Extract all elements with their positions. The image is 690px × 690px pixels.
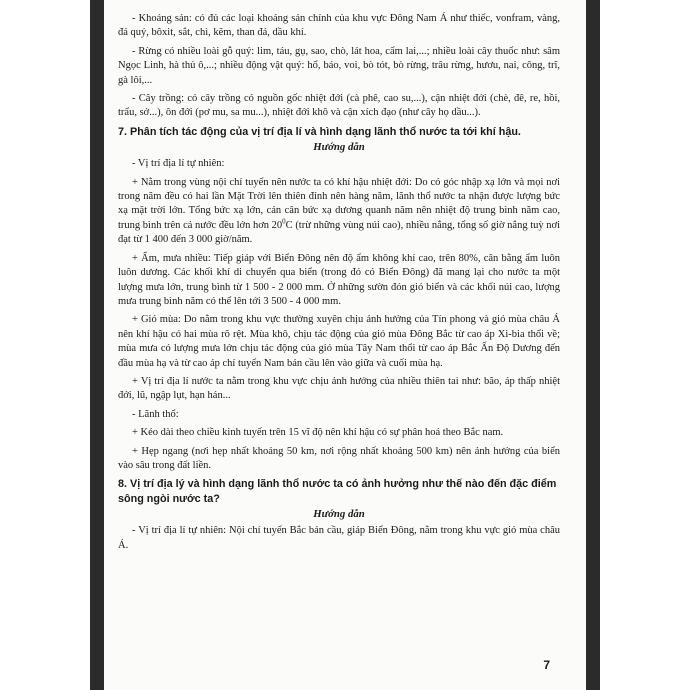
q7-monsoon-paragraph: + Gió mùa: Do nằm trong khu vực thường xuyên chịu ảnh hưởng của Tín phong và gió mùa châu Á nên khí hậu có hai mùa rõ rệt. Mùa khô, chịu tác động của gió mùa Đông Bắc từ cao áp Xi-bia thổi về; mùa mưa có lượng mưa lớn chịu tác động của gió mùa Tây Nam thổi từ cao áp Bắc Ấn Độ Dương đến đầu mùa hạ và từ cao áp chí tuyến Nam bán cầu lên vào giữa và cuối mùa hạ. [118, 314, 560, 369]
guide-label-8: Hướng dẫn [313, 508, 365, 521]
page-number: 7 [543, 658, 550, 672]
document-page [104, 0, 586, 690]
question-8-number: 8. [118, 478, 128, 491]
paragraph-forest: - Rừng có nhiều loài gỗ quý: lim, táu, gụ, sao, chò, lát hoa, cẩm lai,...; nhiều loài cây thuốc như: sâm Ngọc Linh, hà thủ ô,...; nhiều động vật quý: hổ, báo, voi, bò tót, bò rừng, trâu rừng, hươu, nai, công, trĩ, gà lôi,... [118, 45, 560, 86]
question-7-title: Phân tích tác động của vị trí địa lí và hình dạng lãnh thổ nước ta tới khí hậu. [130, 125, 521, 138]
q7-humid-paragraph: + Ẩm, mưa nhiều: Tiếp giáp với Biển Đông nên độ ẩm không khí cao, trên 80%, cân bằng ẩm luôn luôn dương. Các khối khí di chuyển qua biển (trong đó có Biển Đông) đã mang lại cho nước ta một lượng mưa lớn, trung bình từ 1 500 - 2 000 mm. Ở những sườn đón gió biển và các khối núi cao, lượng mưa trung bình năm có thể lên tới 3 500 - 4 000 mm. [118, 252, 560, 307]
q7-narrow-paragraph: + Hẹp ngang (nơi hẹp nhất khoảng 50 km, nơi rộng nhất khoảng 500 km) nên ảnh hưởng của biển vào sâu trong đất liền. [118, 445, 560, 471]
degree-superscript: 0 [282, 217, 286, 226]
question-7-heading [118, 125, 560, 139]
guide-label-7: Hướng dẫn [313, 141, 365, 154]
question-8-heading [118, 477, 560, 506]
q7-latitude-paragraph: + Kéo dài theo chiều kinh tuyến trên 15 vĩ độ nên khí hậu có sự phân hoá theo Bắc nam. [132, 427, 504, 439]
question-7-number: 7. [118, 125, 128, 138]
question-8-title: Vị trí địa lý và hình dạng lãnh thổ nước ta có ảnh hưởng như thế nào đến đặc điểm sông ngòi nước ta? [118, 478, 557, 505]
q7-territory-heading: - Lãnh thổ: [132, 408, 179, 420]
paragraph-minerals: - Khoáng sản: có đủ các loại khoáng sản chính của khu vực Đông Nam Á như thiếc, vonfram, vàng, đá quý, bôxit, sắt, chì, kẽm, than đá, dầu khí. [118, 13, 560, 39]
q7-location-heading: - Vị trí địa lí tự nhiên: [132, 158, 225, 170]
q8-location-paragraph: - Vị trí địa lí tự nhiên: Nội chí tuyến Bắc bán cầu, giáp Biển Đông, nằm trong khu vực gió mùa châu Á. [118, 525, 560, 551]
paragraph-crops: - Cây trồng: có cây trồng có nguồn gốc nhiệt đới (cà phê, cao su,...), cận nhiệt đới (chè, đê, re, hồi, trẩu, sở...), ôn đới (pơ mu, sa mu...), nhiệt đới khô và cận xích đạo (như cây họ dầu...). [118, 93, 560, 119]
q7-tropical-text: + Nằm trong vùng nội chí tuyến nên nước ta có khí hậu nhiệt đới: Do có góc nhập xạ lớn và mọi nơi trong năm đều có hai lần Mặt Trời lên thiên đỉnh nên hàng năm, lãnh thổ nước ta nhận được lượng bức xạ mặt trời lớn. Tổng bức xạ lớn, cán cân bức xạ dương quanh năm nên nhiệt độ trung bình năm cao, trung bình trên cả nước đều lớn hơn 20 [118, 176, 560, 231]
q7-disaster-paragraph: + Vị trí địa lí nước ta nằm trong khu vực chịu ảnh hưởng của nhiều thiên tai như: bão, áp thấp nhiệt đới, lũ, ngập lụt, hạn hán... [118, 375, 560, 402]
q7-tropical-paragraph [118, 176, 560, 248]
q7-tropical-text-end: C (trừ những vùng núi cao), nhiều nắng, tổng số giờ nắng tuỳ nơi đạt từ 1 400 đến 3 000 giờ/năm. [118, 219, 561, 246]
